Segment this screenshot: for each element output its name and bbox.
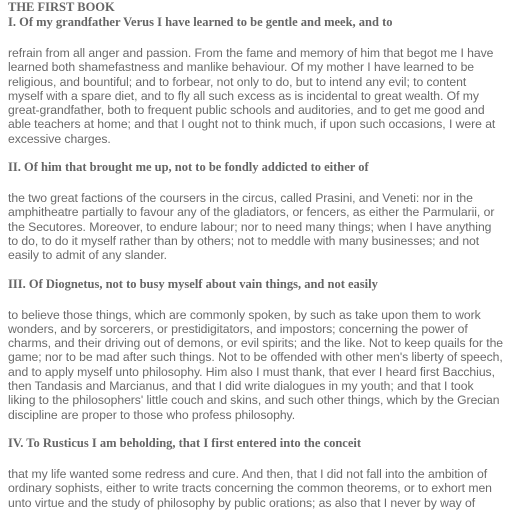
section-body-4: that my life wanted some redress and cure. And then, that I did not fall into the ambition of ordinary sophists, either to write tracts concerning the common theorems, or to exhort men unto virtue and the study of philosophy by public orations; as also that I never by way of	[8, 466, 492, 510]
section-body-3: to believe those things, which are commonly spoken, by such as take upon them to work wonders, and by sorcerers, or prestidigitators, and impostors; concerning the power of charms, and their driving out of demons, or evil spirits; and the like. Not to keep quails for the game; nor to be mad after such things. Not to be offended with other men's liberty of speech, and to apply myself unto philosophy. Him also I must thank, that ever I heard first Bacchius, then Tandasis and Marcianus, and that I did write dialogues in my youth; and that I took liking to the philosophers' little couch and skins, and such other things, which by the Grecian discipline are proper to those who profess philosophy.	[8, 307, 504, 422]
book-title: THE FIRST BOOK	[8, 0, 115, 14]
section-heading-3: III. Of Diognetus, not to busy myself about vain things, and not easily	[8, 276, 378, 291]
section-heading-4: IV. To Rusticus I am beholding, that I first entered into the conceit	[8, 435, 362, 450]
section-body-2: the two great factions of the coursers in the circus, called Prasini, and Veneti: nor in the amphitheatre partially to favour any of the gladiators, or fencers, as either the Parmularii, or the Secutores. Moreover, to endure labour; nor to need many things; when I have anything to do, to do it myself rather than by others; not to meddle with many businesses; and not easily to admit of any slander.	[8, 191, 495, 263]
section-heading-2: II. Of him that brought me up, not to be fondly addicted to either of	[8, 160, 369, 175]
section-body-1: refrain from all anger and passion. From the fame and memory of him that begot me I have learned both shamefastness and manlike behaviour. Of my mother I have learned to be religious, and bountiful; and to forbear, not only to do, but to intend any evil; to content myself with a spare diet, and to fly all such excess as is incidental to great wealth. Of my great-grandfather, both to frequent public schools and auditories, and to get me good and able teachers at home; and that I ought not to think much, if upon such occasions, I were at excessive charges.	[8, 46, 496, 146]
document-page	[8, 0, 504, 510]
section-heading-1: I. Of my grandfather Verus I have learned to be gentle and meek, and to	[8, 15, 393, 29]
